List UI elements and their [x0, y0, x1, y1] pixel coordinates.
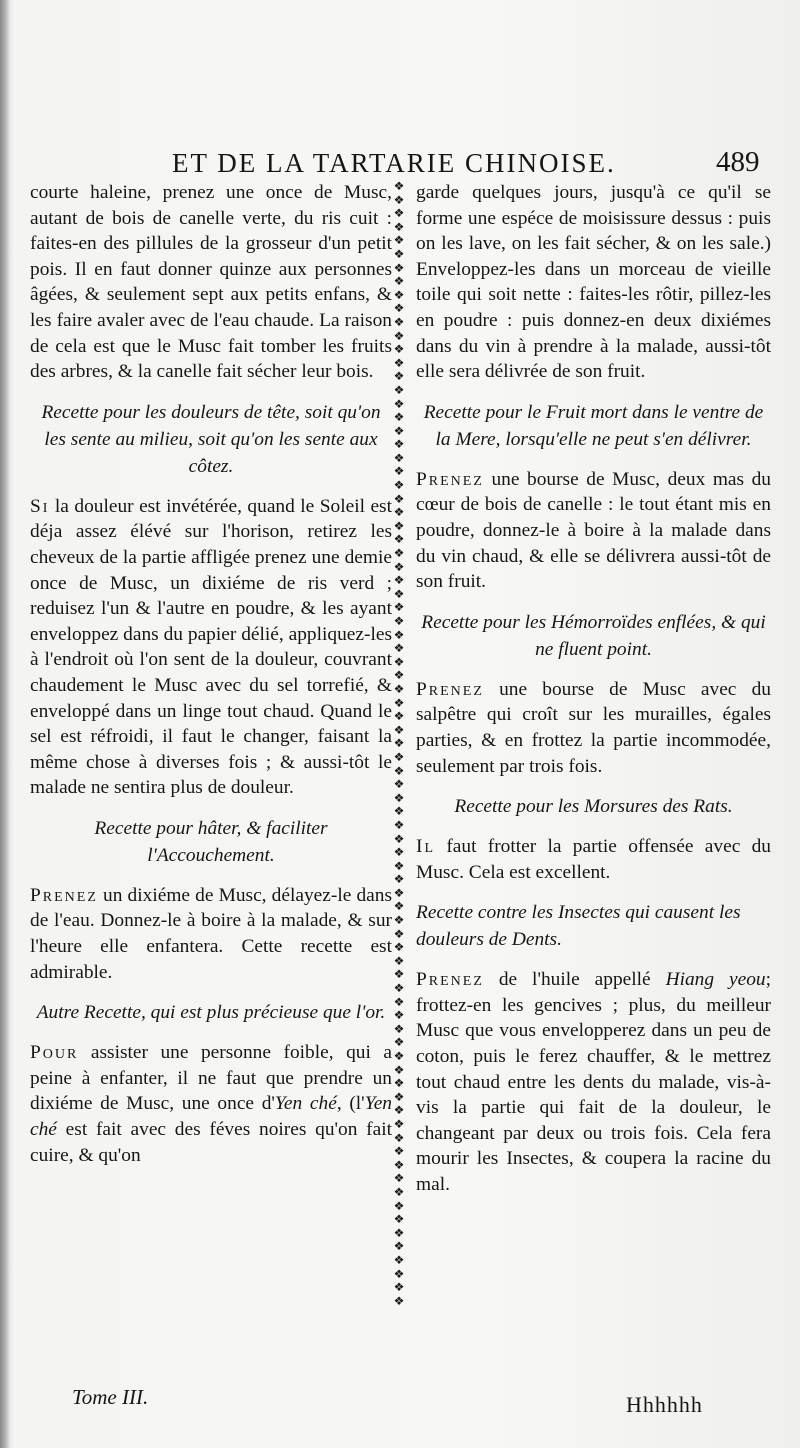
left-paragraph-1: courte haleine, prenez une once de Musc, autant de bois de canelle verte, du ris cuit : faites-en des pillules de la grosseur d'un petit pois. Il en faut donner quinze aux personnes âgées, & seulement sept aux petits enfans, & les faire avaler avec de l'eau chaude. La raison de cela est que le Musc fait tomber les fruits des arbres, & la canelle fait sécher leur bois. [30, 182, 392, 383]
left-paragraph-2 [30, 494, 392, 801]
drop-word: Pour [30, 1042, 79, 1064]
right-heading-4: Recette contre les Insectes qui causent les douleurs de Dents. [416, 902, 741, 951]
running-head [0, 148, 800, 184]
signature-mark: Hhhhhh [626, 1392, 703, 1417]
italic-term: Hiang yeou [665, 969, 766, 991]
drop-word: Il [416, 836, 436, 858]
right-paragraph-2-text: une bourse de Musc, deux mas du cœur de bois de canelle : le tout étant mis en poudre, donnez-le à boire à la malade dans du vin chaud, & elle se délivrera aussi-tôt de son fruit. [416, 468, 771, 593]
drop-word: Prenez [416, 468, 484, 490]
right-paragraph-5 [416, 967, 771, 1197]
left-heading-2: Recette pour hâter, & faciliter l'Accouchement. [94, 817, 328, 866]
left-paragraph-4-text-c: est fait avec des féves noires qu'on fait cuire, & qu'on [30, 1119, 392, 1166]
volume-label: Tome III. [72, 1385, 149, 1409]
right-paragraph-4-text: faut frotter la partie offensée avec du Musc. Cela est excellent. [416, 836, 771, 883]
right-paragraph-4 [416, 834, 771, 885]
left-paragraph-3 [30, 883, 392, 985]
left-column [30, 180, 392, 1168]
left-heading-1: Recette pour les douleurs de tête, soit qu'on les sente au milieu, soit qu'on les sente aux côtez. [41, 401, 381, 477]
left-paragraph-4-text-b: , (l' [336, 1093, 365, 1115]
page-number: 489 [716, 146, 760, 178]
left-paragraph-3-text: un dixiéme de Musc, délayez-le dans de l'eau. Donnez-le à boire à la malade, & sur l'heure elle enfantera. Cette recette est admirable. [30, 884, 392, 983]
right-paragraph-3 [416, 677, 771, 779]
right-heading-3: Recette pour les Morsures des Rats. [454, 796, 733, 818]
drop-word: Prenez [416, 969, 484, 991]
right-paragraph-1: garde quelques jours, jusqu'à ce qu'il se forme une espéce de moisissure dessus : puis on les lave, on les fait sécher, & on les sale.) Enveloppez-les dans un morceau de vieille toile qui soit nette : faites-les rôtir, pillez-les en poudre : puis donnez-en deux dixiémes dans du vin à prendre à la malade, aussi-tôt elle sera délivrée de son fruit. [416, 182, 771, 383]
right-paragraph-3-text: une bourse de Musc avec du salpêtre qui croît sur les murailles, égales parties, & en frottez la partie incommodée, seulement par trois fois. [416, 678, 771, 777]
italic-term: Yen ché [274, 1093, 337, 1115]
right-paragraph-5-text-b: ; frottez-en les gencives ; plus, du meilleur Musc que vous envelopperez dans un peu de coton, puis le ferez chauffer, & le mettrez tout chaud entre les dents du malade, vis-à-vis la partie qui fait de la douleur, le changeant par deux ou trois fois. Cela fera mourir les Insectes, & coupera la racine du mal. [416, 969, 771, 1196]
right-heading-2: Recette pour les Hémorroïdes enflées, & qui ne fluent point. [421, 611, 766, 660]
right-paragraph-5-text-a: de l'huile appellé [498, 969, 651, 991]
right-paragraph-2 [416, 467, 771, 595]
running-title: ET DE LA TARTARIE CHINOISE. [172, 148, 616, 178]
left-paragraph-4-text-a: assister une personne foible, qui a peine à enfanter, il ne faut que prendre un dixiéme de Musc, une once d' [30, 1042, 392, 1115]
ornamental-column-divider: ❖ ❖ ❖ ❖ ❖ ❖ ❖ ❖ ❖ ❖ ❖ ❖ ❖ ❖ ❖ ❖ ❖ ❖ ❖ ❖ ❖ ❖ ❖ ❖ ❖ ❖ ❖ ❖ ❖ ❖ ❖ ❖ ❖ ❖ ❖ ❖ ❖ ❖ ❖ ❖ ❖ ❖ ❖ ❖ ❖ ❖ ❖ ❖ ❖ ❖ ❖ ❖ ❖ ❖ ❖ ❖ ❖ ❖ ❖ ❖ ❖ ❖ ❖ ❖ ❖ ❖ ❖ ❖ ❖ ❖ ❖ ❖ ❖ ❖ ❖ ❖ ❖ ❖ ❖ ❖ ❖ ❖ ❖ [393, 180, 405, 1308]
drop-word: Prenez [30, 884, 98, 906]
right-column [416, 180, 771, 1198]
drop-word: Prenez [416, 678, 484, 700]
left-paragraph-4 [30, 1040, 392, 1168]
left-paragraph-2-text: la douleur est invétérée, quand le Soleil est déja assez élévé sur l'horison, retirez les cheveux de la partie affligée prenez une demie once de Musc, un dixiéme de ris verd ; reduisez l'un & l'autre en poudre, & les ayant enveloppez dans du papier délié, appliquez-les à l'endroit où l'on sent de la douleur, couvrant chaudement le Musc avec du sel torrefié, & enveloppé dans un linge tout chaud. Quand le sel est réfroidi, il faut le changer, faisant la même chose à diverses fois ; & aussi-tôt le malade ne sentira plus de douleur. [30, 495, 392, 799]
italic-term: Yen ché [30, 1093, 392, 1141]
right-heading-1: Recette pour le Fruit mort dans le ventre de la Mere, lorsqu'elle ne peut s'en délivrer. [423, 401, 764, 450]
gutter-shadow [0, 0, 10, 1448]
left-heading-3: Autre Recette, qui est plus précieuse que l'or. [36, 1002, 386, 1024]
drop-word: Si [30, 495, 50, 517]
